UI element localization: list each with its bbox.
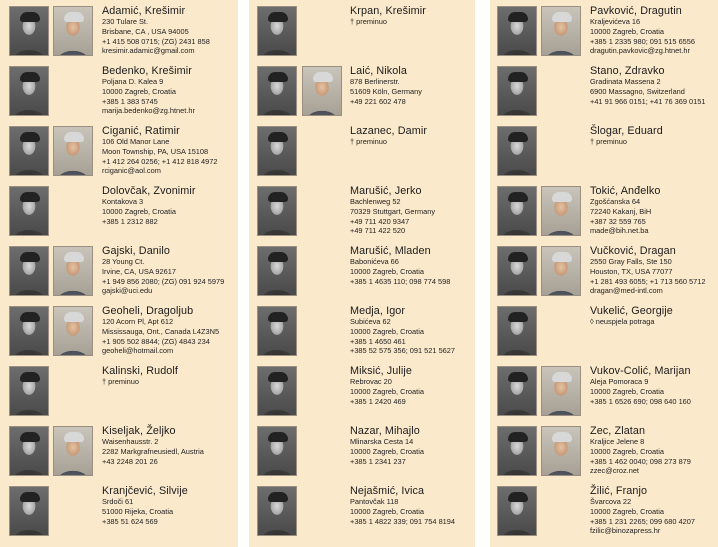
- person-name: Medja, Igor: [350, 305, 406, 317]
- portrait-hair-shape: [268, 432, 288, 442]
- portrait-photo-recent: [541, 366, 581, 416]
- person-name: Vučković, Dragan: [590, 245, 676, 257]
- person-name: Dolovčak, Zvonimir: [102, 185, 196, 197]
- person-name: Kranjčević, Silvije: [102, 485, 188, 497]
- entry-details: [102, 5, 210, 56]
- portrait-hair-shape: [508, 72, 528, 82]
- portrait-hair-shape: [268, 72, 288, 82]
- contact-line: Kraljevićeva 16: [590, 17, 641, 27]
- directory-column-2: [249, 0, 475, 547]
- directory-entry: [490, 2, 718, 62]
- contact-line: ◊ neuspjela potraga: [590, 317, 655, 327]
- portrait-photo-young: [497, 426, 537, 476]
- contact-line: +385 52 575 356; 091 521 5627: [350, 346, 456, 356]
- portrait-hair-shape: [64, 432, 84, 442]
- contact-line: 70329 Stuttgart, Germany: [350, 207, 436, 216]
- email-address[interactable]: fzilic@binozapress.hr: [590, 526, 661, 536]
- email-address[interactable]: dragan@med-intl.com: [590, 286, 663, 296]
- directory-column-1: [0, 0, 238, 547]
- directory-entry: [0, 302, 238, 362]
- directory-entry: [490, 122, 718, 182]
- directory-entry: [490, 62, 718, 122]
- contact-line: 120 Acorn Pl, Apt 612: [102, 317, 174, 327]
- entry-details: [102, 485, 188, 526]
- person-name: Nejašmić, Ivica: [350, 485, 425, 497]
- portrait-hair-shape: [268, 132, 288, 142]
- contact-line: +385 1 4822 339; 091 754 8194: [350, 516, 456, 526]
- portrait-photo-young: [9, 66, 49, 116]
- portrait-photo-recent: [53, 126, 93, 176]
- contact-line: 230 Tulare St.: [102, 17, 149, 27]
- person-name: Zec, Zlatan: [590, 425, 646, 437]
- person-name: Krpan, Krešimir: [350, 5, 426, 17]
- entry-details: [350, 65, 422, 106]
- contact-line: +385 1 6526 690; 098 640 160: [590, 396, 691, 406]
- portrait-hair-shape: [20, 12, 40, 22]
- portrait-hair-shape: [552, 432, 572, 442]
- portrait-photo-recent: [541, 186, 581, 236]
- person-name: Bedenko, Krešimir: [102, 65, 192, 77]
- person-name: Marušić, Mladen: [350, 245, 431, 257]
- person-name: Geoheli, Dragoljub: [102, 305, 194, 317]
- contact-line: 10000 Zagreb, Croatia: [350, 507, 424, 516]
- portrait-photo-young: [9, 306, 49, 356]
- contact-line: 10000 Zagreb, Croatia: [590, 387, 664, 396]
- portrait-photo-young: [497, 186, 537, 236]
- portrait-photo-young: [497, 6, 537, 56]
- directory-entry: [0, 182, 238, 242]
- contact-line: 106 Old Manor Lane: [102, 137, 170, 147]
- portrait-hair-shape: [508, 12, 528, 22]
- email-address[interactable]: made@bih.net.ba: [590, 226, 649, 236]
- portrait-photo-young: [257, 486, 297, 536]
- directory-entry: [0, 122, 238, 182]
- entry-details: [590, 65, 706, 106]
- contact-line: Kontakova 3: [102, 197, 144, 207]
- portrait-photo-young: [9, 246, 49, 296]
- contact-line: Kraljice Jelene 8: [590, 437, 645, 447]
- email-address[interactable]: geoheli@hotmail.com: [102, 346, 174, 356]
- person-name: Gajski, Danilo: [102, 245, 171, 257]
- directory-entry: [249, 182, 475, 242]
- person-name: Šlogar, Eduard: [590, 125, 663, 137]
- portrait-photo-young: [257, 126, 297, 176]
- portrait-hair-shape: [268, 312, 288, 322]
- entry-details: [590, 5, 695, 56]
- contact-line: Subićeva 62: [350, 317, 391, 327]
- portrait-hair-shape: [508, 312, 528, 322]
- contact-line: +49 711 420 9347: [350, 216, 410, 226]
- portrait-photo-young: [497, 306, 537, 356]
- portrait-hair-shape: [552, 192, 572, 202]
- directory-entry: [249, 422, 475, 482]
- person-name: Kalinski, Rudolf: [102, 365, 179, 377]
- directory-entry: [249, 2, 475, 62]
- entry-details: [350, 485, 455, 526]
- portrait-photo-young: [497, 486, 537, 536]
- contact-line: 10000 Zagreb, Croatia: [350, 447, 424, 456]
- contact-line: 72240 Kakanj, BiH: [590, 207, 652, 216]
- directory-entry: [249, 122, 475, 182]
- entry-details: [590, 125, 663, 147]
- directory-entry: [490, 482, 718, 542]
- entry-details: [102, 125, 218, 176]
- person-name: Vukov-Colić, Marijan: [590, 365, 691, 377]
- entry-details: [350, 245, 450, 286]
- person-name: Pavković, Dragutin: [590, 5, 682, 17]
- portrait-hair-shape: [508, 492, 528, 502]
- portrait-hair-shape: [20, 132, 40, 142]
- portrait-photo-young: [497, 126, 537, 176]
- portrait-hair-shape: [268, 372, 288, 382]
- email-address[interactable]: marija.bedenko@zg.htnet.hr: [102, 106, 195, 116]
- directory-entry: [490, 422, 718, 482]
- contact-line: 6900 Massagno, Switzerland: [590, 87, 685, 96]
- contact-line: Waisenhausstr. 2: [102, 437, 159, 447]
- contact-line: +1 281 493 6055; +1 713 560 5712: [590, 276, 706, 286]
- person-name: Žilić, Franjo: [590, 485, 648, 497]
- contact-line: 2282 Markgrafneusiedl, Austria: [102, 447, 204, 456]
- directory-entry: [0, 422, 238, 482]
- person-name: Lazanec, Damir: [350, 125, 428, 137]
- portrait-hair-shape: [20, 192, 40, 202]
- portrait-photo-recent: [541, 6, 581, 56]
- person-name: Stano, Zdravko: [590, 65, 665, 77]
- entry-details: [350, 125, 427, 147]
- contact-line: +385 1 2341 237: [350, 456, 406, 466]
- portrait-hair-shape: [64, 252, 84, 262]
- portrait-photo-recent: [541, 246, 581, 296]
- directory-entry: [249, 242, 475, 302]
- contact-line: † preminuo: [350, 17, 387, 27]
- portrait-photo-recent: [302, 66, 342, 116]
- portrait-photo-recent: [53, 6, 93, 56]
- contact-line: +385 1 383 5745: [102, 96, 158, 106]
- contact-line: +41 91 966 0151; +41 76 369 0151: [590, 96, 706, 106]
- entry-details: [350, 305, 455, 356]
- entry-details: [590, 305, 673, 327]
- contact-line: Švarcova 22: [590, 497, 632, 507]
- contact-line: Irvine, CA, USA 92617: [102, 267, 176, 276]
- email-address[interactable]: kresimir.adamic@gmail.com: [102, 46, 195, 56]
- contact-line: 51609 Köln, Germany: [350, 87, 422, 96]
- portrait-photo-young: [497, 246, 537, 296]
- person-name: Marušić, Jerko: [350, 185, 422, 197]
- email-address[interactable]: rciganic@aol.com: [102, 166, 161, 176]
- contact-line: +1 415 508 0715; (ZG) 2431 858: [102, 36, 210, 46]
- contact-line: Poljana D. Kalea 9: [102, 77, 164, 87]
- contact-line: Pantovčak 118: [350, 497, 399, 507]
- contact-line: † preminuo: [350, 137, 387, 147]
- contact-line: Moon Township, PA, USA 15108: [102, 147, 209, 156]
- directory-column-3: [490, 0, 718, 547]
- contact-line: Aleja Pomoraca 9: [590, 377, 649, 387]
- email-address[interactable]: zzec@croz.net: [590, 466, 639, 476]
- person-name: Vukelić, Georgije: [590, 305, 673, 317]
- portrait-hair-shape: [508, 252, 528, 262]
- portrait-photo-young: [9, 486, 49, 536]
- portrait-photo-young: [257, 246, 297, 296]
- directory-entry: [0, 362, 238, 422]
- contact-line: 51000 Rijeka, Croatia: [102, 507, 174, 516]
- portrait-hair-shape: [64, 12, 84, 22]
- contact-line: +43 2248 201 26: [102, 456, 158, 466]
- portrait-hair-shape: [552, 12, 572, 22]
- directory-entry: [249, 482, 475, 542]
- contact-line: Brisbane, CA , USA 94005: [102, 27, 189, 36]
- contact-line: Bachlenweg 52: [350, 197, 401, 207]
- contact-line: 2550 Gray Falls, Ste 150: [590, 257, 672, 267]
- contact-line: +1 949 856 2080; (ZG) 091 924 5979: [102, 276, 225, 286]
- contact-line: 10000 Zagreb, Croatia: [590, 507, 664, 516]
- contact-line: +385 51 624 569: [102, 516, 158, 526]
- portrait-photo-young: [497, 366, 537, 416]
- portrait-photo-young: [257, 426, 297, 476]
- portrait-hair-shape: [508, 432, 528, 442]
- entry-details: [102, 245, 224, 296]
- contact-line: 10000 Zagreb, Croatia: [590, 447, 664, 456]
- directory-entry: [249, 62, 475, 122]
- person-name: Tokić, Anđelko: [590, 185, 661, 197]
- portrait-photo-recent: [53, 246, 93, 296]
- portrait-photo-young: [9, 6, 49, 56]
- person-name: Adamić, Krešimir: [102, 5, 186, 17]
- directory-entry: [249, 362, 475, 422]
- contact-line: Mlinarska Cesta 14: [350, 437, 414, 447]
- email-address[interactable]: dragutin.pavkovic@zg.htnet.hr: [590, 46, 690, 56]
- contact-line: +1 412 264 0256; +1 412 818 4972: [102, 156, 218, 166]
- person-name: Miksić, Julije: [350, 365, 412, 377]
- contact-line: +49 221 602 478: [350, 96, 406, 106]
- entry-details: [102, 365, 178, 387]
- person-name: Laić, Nikola: [350, 65, 408, 77]
- contact-line: +385 1 4650 461: [350, 336, 406, 346]
- portrait-photo-young: [497, 66, 537, 116]
- portrait-hair-shape: [20, 252, 40, 262]
- entry-details: [350, 365, 424, 406]
- portrait-photo-young: [257, 6, 297, 56]
- entry-details: [590, 245, 706, 296]
- portrait-photo-young: [9, 426, 49, 476]
- portrait-photo-recent: [53, 426, 93, 476]
- contact-line: Zgošćanska 64: [590, 197, 641, 207]
- portrait-photo-young: [257, 306, 297, 356]
- portrait-hair-shape: [64, 312, 84, 322]
- contact-line: 10000 Zagreb, Croatia: [350, 387, 424, 396]
- portrait-photo-young: [257, 66, 297, 116]
- portrait-hair-shape: [20, 312, 40, 322]
- contact-line: Gradinata Massena 2: [590, 77, 661, 87]
- portrait-hair-shape: [64, 132, 84, 142]
- contact-line: 10000 Zagreb, Croatia: [350, 327, 424, 336]
- contact-line: 10000 Zagreb, Croatia: [590, 27, 664, 36]
- portrait-photo-young: [9, 186, 49, 236]
- portrait-photo-young: [257, 186, 297, 236]
- entry-details: [350, 185, 435, 236]
- contact-line: +385 1 4635 110; 098 774 598: [350, 276, 451, 286]
- contact-line: 10000 Zagreb, Croatia: [102, 207, 176, 216]
- entry-details: [350, 5, 426, 27]
- entry-details: [102, 185, 196, 226]
- contact-line: +1 905 502 8844; (ZG) 4843 234: [102, 336, 210, 346]
- portrait-hair-shape: [313, 72, 333, 82]
- directory-entry: [249, 302, 475, 362]
- contact-line: +385 1 2335 980; 091 515 6556: [590, 36, 696, 46]
- directory-entry: [0, 482, 238, 542]
- portrait-hair-shape: [268, 192, 288, 202]
- directory-entry: [490, 302, 718, 362]
- portrait-photo-recent: [541, 426, 581, 476]
- portrait-photo-young: [9, 126, 49, 176]
- entry-details: [590, 185, 660, 236]
- directory-entry: [0, 62, 238, 122]
- portrait-hair-shape: [508, 372, 528, 382]
- directory-entry: [490, 362, 718, 422]
- entry-details: [102, 305, 219, 356]
- contact-line: +49 711 422 520: [350, 226, 406, 236]
- contact-line: † preminuo: [590, 137, 627, 147]
- contact-line: +387 32 559 765: [590, 216, 646, 226]
- portrait-hair-shape: [268, 252, 288, 262]
- portrait-photo-young: [9, 366, 49, 416]
- contact-line: 10000 Zagreb, Croatia: [350, 267, 424, 276]
- contact-line: +385 1 231 2265; 099 680 4207: [590, 516, 696, 526]
- portrait-photo-young: [257, 366, 297, 416]
- portrait-hair-shape: [508, 132, 528, 142]
- portrait-hair-shape: [20, 492, 40, 502]
- contact-line: Mississauga, Ont., Canada L4Z3N5: [102, 327, 220, 336]
- portrait-hair-shape: [20, 72, 40, 82]
- person-name: Ciganić, Ratimir: [102, 125, 180, 137]
- contact-line: Srdoči 61: [102, 497, 134, 507]
- email-address[interactable]: gajski@uci.edu: [102, 286, 153, 296]
- directory-entry: [0, 242, 238, 302]
- portrait-hair-shape: [20, 432, 40, 442]
- directory-entry: [0, 2, 238, 62]
- portrait-hair-shape: [268, 12, 288, 22]
- person-name: Nazar, Mihajlo: [350, 425, 420, 437]
- portrait-hair-shape: [552, 252, 572, 262]
- contact-line: 28 Young Ct.: [102, 257, 145, 267]
- entry-details: [590, 425, 691, 476]
- portrait-hair-shape: [552, 372, 572, 382]
- directory-entry: [490, 242, 718, 302]
- entry-details: [350, 425, 424, 466]
- contact-line: 878 Berlinerstr.: [350, 77, 400, 87]
- contact-line: +385 1 2312 882: [102, 216, 158, 226]
- portrait-hair-shape: [508, 192, 528, 202]
- portrait-hair-shape: [268, 492, 288, 502]
- directory-entry: [490, 182, 718, 242]
- contact-line: 10000 Zagreb, Croatia: [102, 87, 176, 96]
- contact-line: +385 1 462 0040; 098 273 879: [590, 456, 691, 466]
- contact-line: Rebrovac 20: [350, 377, 392, 387]
- entry-details: [102, 425, 204, 466]
- portrait-photo-recent: [53, 306, 93, 356]
- contact-line: Houston, TX, USA 77077: [590, 267, 673, 276]
- contact-line: +385 1 2420 469: [350, 396, 406, 406]
- contact-line: † preminuo: [102, 377, 139, 387]
- entry-details: [590, 365, 691, 406]
- person-name: Kiseljak, Željko: [102, 425, 176, 437]
- entry-details: [590, 485, 695, 536]
- entry-details: [102, 65, 195, 116]
- contact-line: Babonićeva 66: [350, 257, 399, 267]
- portrait-hair-shape: [20, 372, 40, 382]
